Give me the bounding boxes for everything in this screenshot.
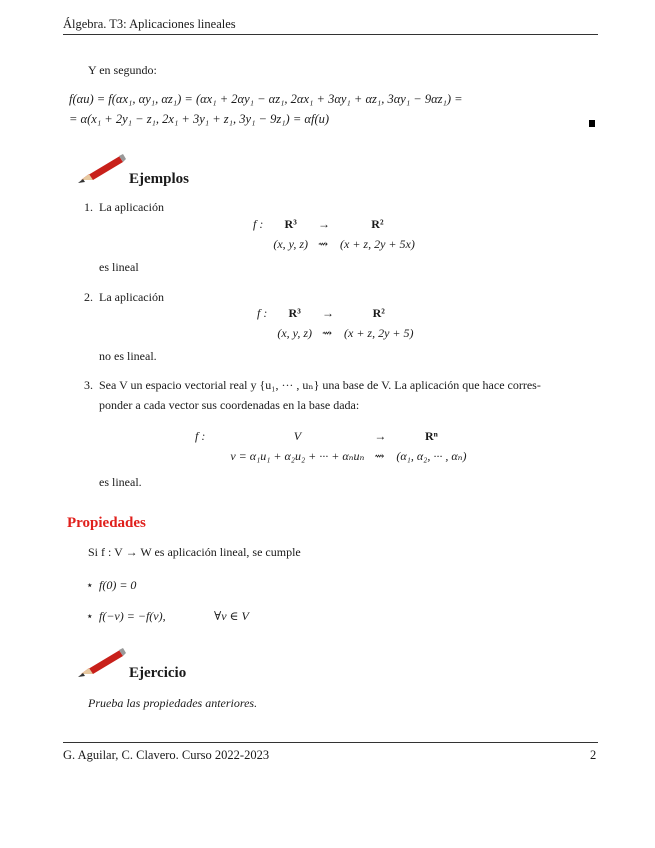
- map-image: (α₁, α₂, ··· , αₙ): [396, 448, 467, 463]
- property-item: f(−v) = −f(v),: [99, 609, 166, 623]
- section-title-propiedades: Propiedades: [67, 515, 146, 531]
- map-label: f :: [257, 305, 268, 320]
- property-quantifier: ∀v ∈ V: [214, 609, 249, 623]
- map-arrow: →: [374, 428, 387, 443]
- mapping-table-3: [190, 426, 471, 466]
- intro-text: Y en segundo:: [88, 63, 157, 77]
- map-domain: R³: [288, 305, 301, 320]
- mapping-table-2: [252, 303, 419, 343]
- equation-line-1: f(αu) = f(αx₁, αy₁, αz₁) = (αx₁ + 2αy₁ − αz₁, 2αx₁ + 3αy₁ + αz₁, 3αy₁ − 9αz₁) =: [69, 92, 463, 106]
- page-number: 2: [590, 748, 597, 762]
- map-variable: v = α₁u₁ + α₂u₂ + ··· + αₙuₙ: [230, 448, 365, 463]
- list-item-note: es lineal: [99, 260, 139, 274]
- map-label: f :: [195, 428, 206, 443]
- map-domain: V: [293, 428, 302, 443]
- map-variable: (x, y, z): [277, 325, 312, 340]
- list-item-note: no es lineal.: [99, 349, 157, 363]
- page-header-title: Álgebra. T3: Aplicaciones lineales: [63, 17, 236, 31]
- qed-square-icon: [589, 120, 595, 127]
- section-title-ejemplos: Ejemplos: [129, 171, 189, 187]
- star-bullet-icon: ⋆: [86, 578, 94, 592]
- list-item-text: La aplicación: [99, 200, 164, 214]
- pencil-icon: [75, 150, 127, 186]
- list-item-text: La aplicación: [99, 290, 164, 304]
- property-item: f(0) = 0: [99, 578, 137, 592]
- footer-rule: [63, 742, 598, 743]
- map-codomain: Rⁿ: [425, 428, 438, 443]
- list-number: 1.: [84, 200, 93, 214]
- list-item-text: Sea V un espacio vectorial real y {u₁, ··· , uₙ} una base de V. La aplicación que hace corres-: [99, 378, 541, 392]
- map-image: (x + z, 2y + 5x): [340, 236, 415, 251]
- map-maps-to: ⇝: [322, 325, 333, 340]
- list-number: 3.: [84, 378, 93, 392]
- list-number: 2.: [84, 290, 93, 304]
- map-arrow: →: [318, 216, 330, 231]
- propiedades-intro: Si f : V → W es aplicación lineal, se cumple: [88, 545, 301, 559]
- ejercicio-text: Prueba las propiedades anteriores.: [88, 696, 258, 710]
- pencil-icon: [75, 644, 127, 680]
- map-codomain: R²: [371, 216, 384, 231]
- map-label: f :: [253, 216, 264, 231]
- footer-authors: G. Aguilar, C. Clavero. Curso 2022-2023: [63, 748, 270, 762]
- map-maps-to: ⇝: [374, 448, 385, 463]
- equation-line-2: = α(x₁ + 2y₁ − z₁, 2x₁ + 3y₁ + z₁, 3y₁ − 9z₁) = αf(u): [69, 112, 330, 126]
- list-item-note: es lineal.: [99, 475, 142, 489]
- section-title-ejercicio: Ejercicio: [129, 665, 187, 681]
- mapping-table-1: [248, 214, 420, 254]
- map-codomain: R²: [372, 305, 385, 320]
- map-maps-to: ⇝: [318, 236, 329, 251]
- list-item-text-continued: ponder a cada vector sus coordenadas en la base dada:: [99, 398, 360, 412]
- star-bullet-icon: ⋆: [86, 609, 94, 623]
- header-rule: [63, 34, 598, 35]
- map-image: (x + z, 2y + 5): [344, 325, 414, 340]
- map-arrow: →: [322, 305, 334, 320]
- map-variable: (x, y, z): [273, 236, 308, 251]
- map-domain: R³: [284, 216, 297, 231]
